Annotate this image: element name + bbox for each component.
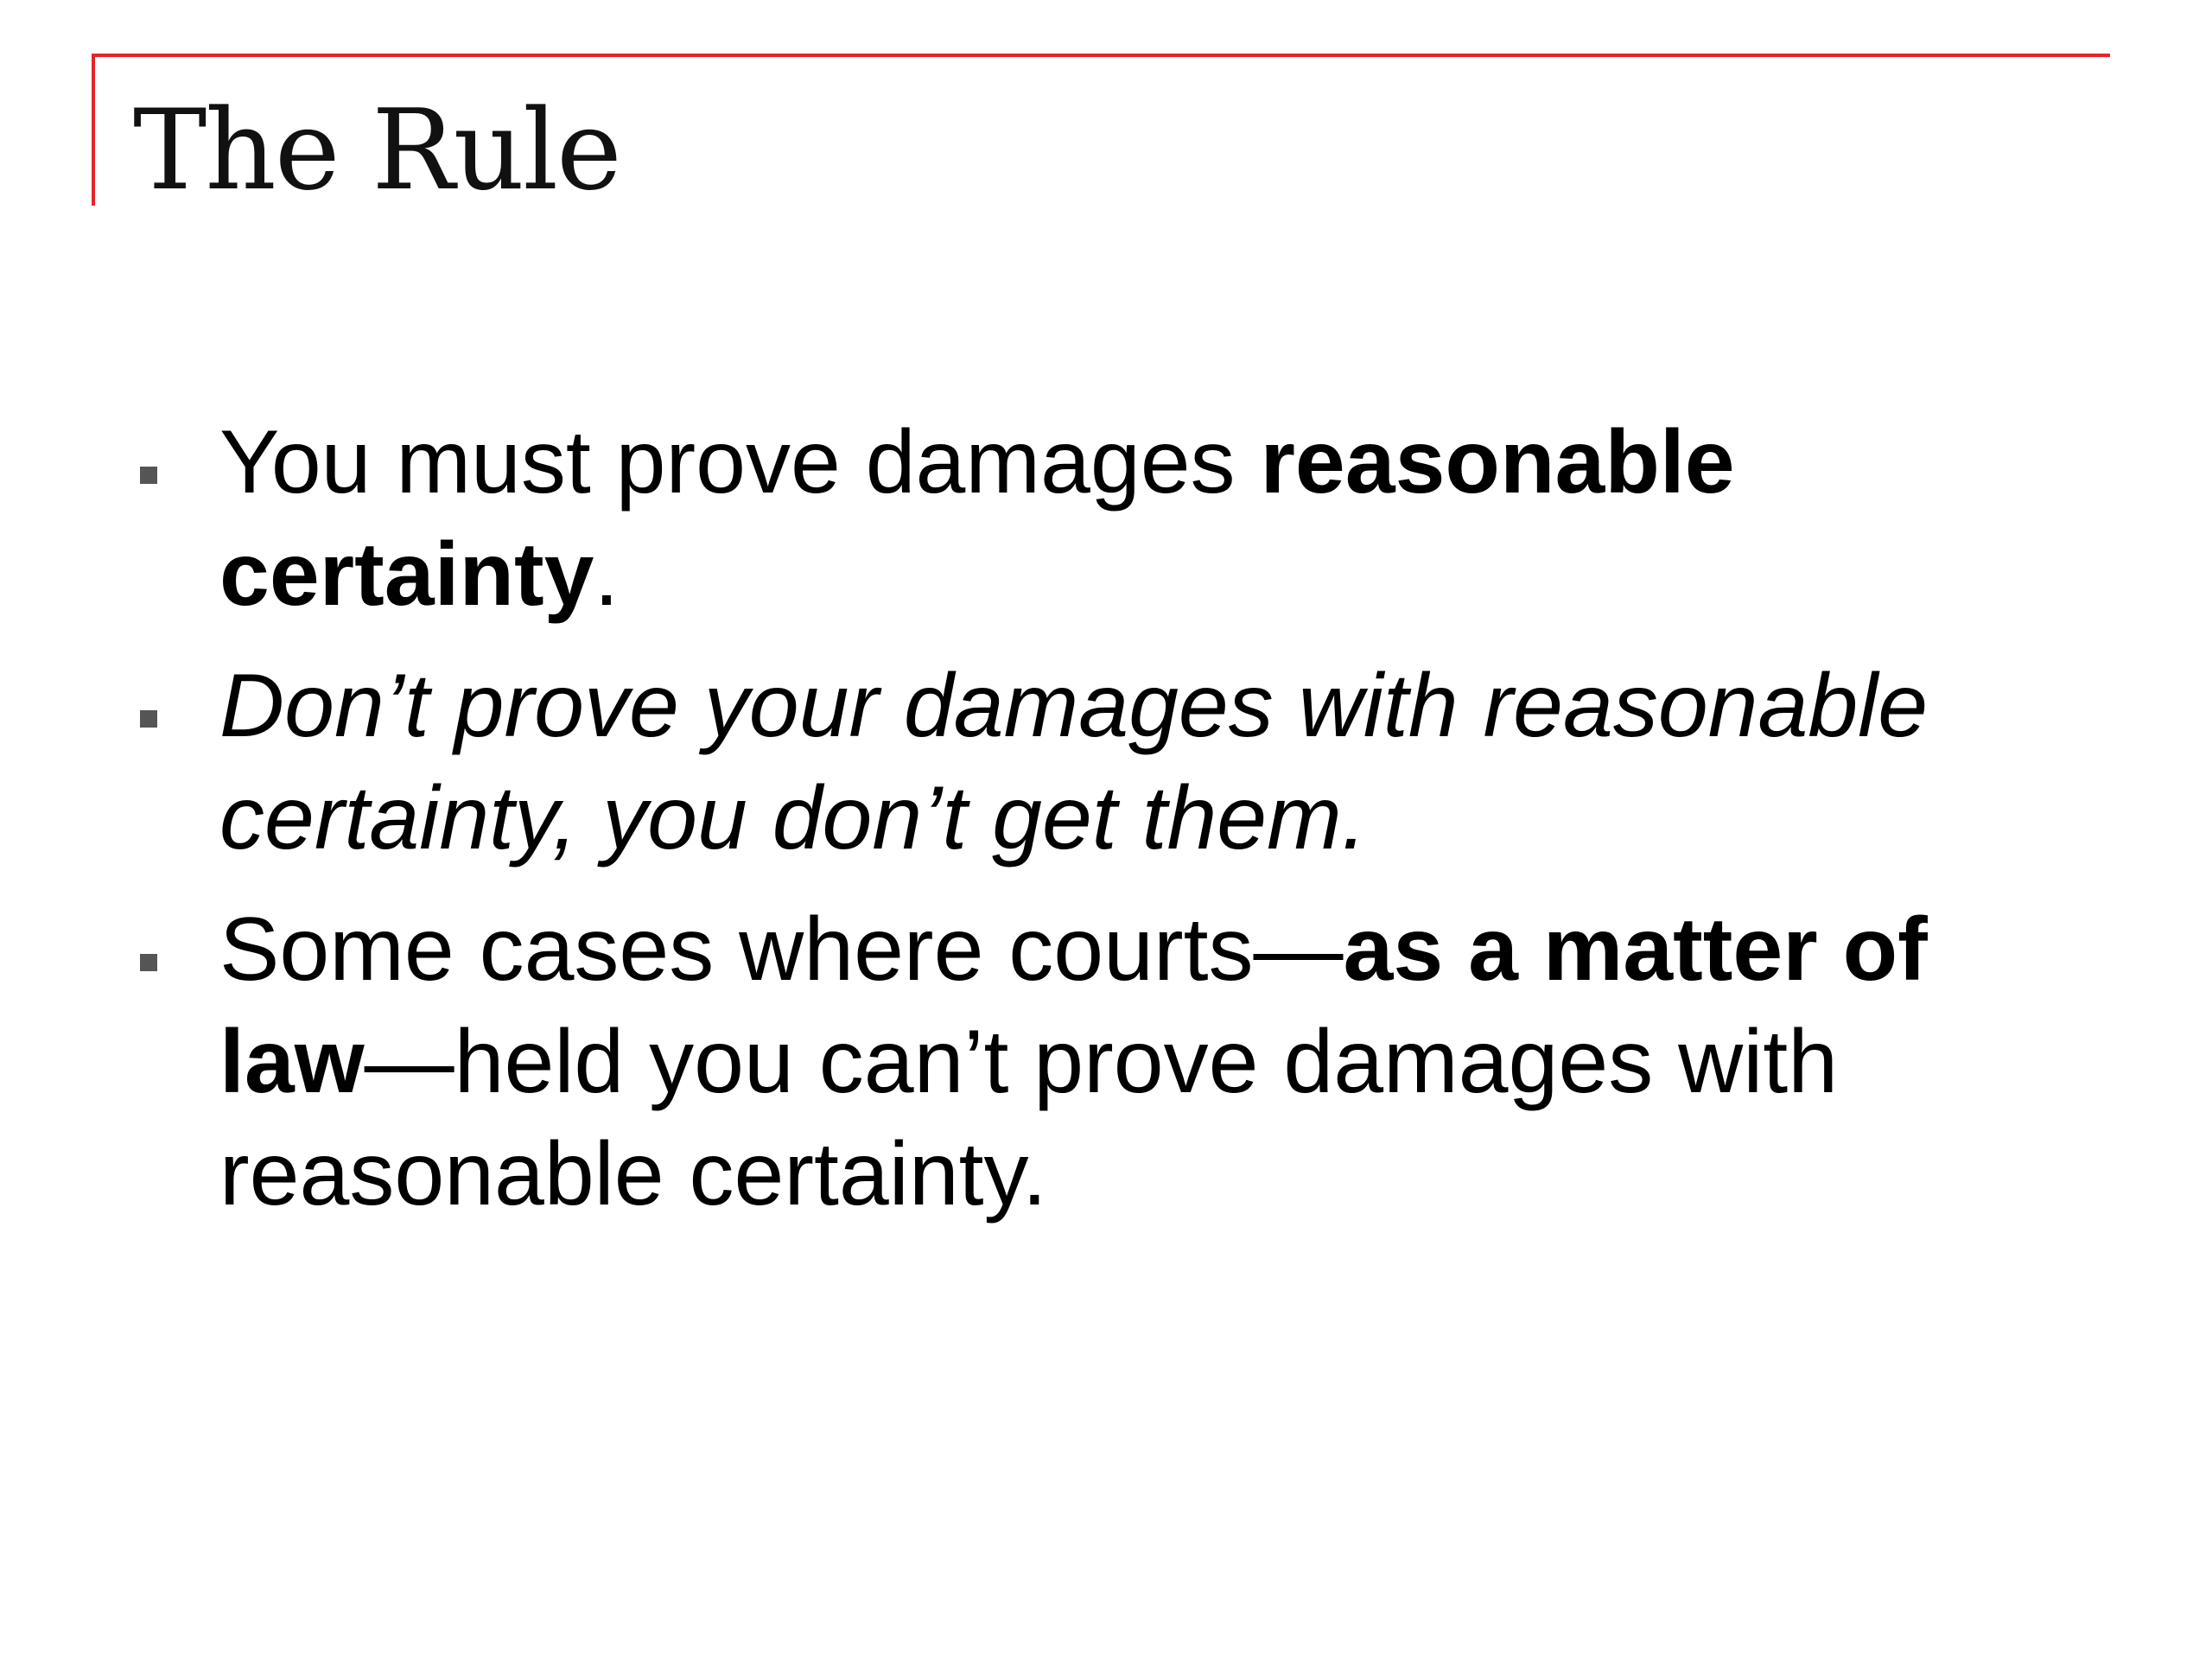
bullet-2-italic-text: Don’t prove your damages with reasonable certainty, you don’t get them. <box>219 656 1929 868</box>
title-frame-top-line <box>92 54 2110 57</box>
bullet-item-1 <box>138 406 2065 631</box>
bullet-item-3 <box>138 893 2065 1230</box>
bullet-list <box>138 406 2065 1249</box>
square-bullet-icon <box>140 467 157 484</box>
bullet-3-text-run-3: —held you can’t prove damages with reasonable certainty. <box>219 1012 1839 1224</box>
bullet-1-text-run-1: You must prove damages <box>219 412 1261 512</box>
title-frame-left-line <box>92 54 95 206</box>
bullet-3-bold-run: as a matter of law <box>219 899 1928 1112</box>
bullet-item-2 <box>138 650 2065 874</box>
bullet-1-bold-run: reasonable certainty <box>219 412 1735 625</box>
slide-title: The Rule <box>133 86 620 215</box>
bullet-3-text-run-1: Some cases where courts— <box>219 899 1344 1000</box>
bullet-1-text-run-3: . <box>594 524 620 625</box>
square-bullet-icon <box>140 954 157 971</box>
square-bullet-icon <box>140 710 157 728</box>
